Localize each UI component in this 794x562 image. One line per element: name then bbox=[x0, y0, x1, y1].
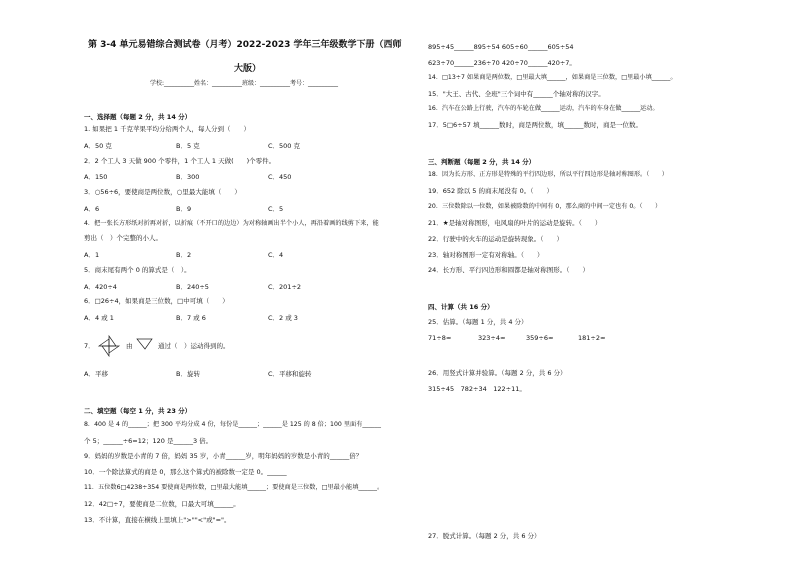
question-6: 6．□26÷4，如果商是三位数，□中可填（ ） bbox=[84, 297, 229, 305]
triangle-figure bbox=[136, 337, 154, 351]
q1-option-a: A．50 克 bbox=[84, 142, 112, 150]
q4-option-a: A．1 bbox=[84, 251, 100, 259]
question-7-text: 通过（ ）运动得到的。 bbox=[158, 342, 230, 350]
estimate-item: 181÷2≈ bbox=[578, 334, 606, 342]
q7-option-b: B．旋转 bbox=[176, 370, 200, 378]
question-18: 18．因为长方形、正方形是特殊的平行四边形，所以平行四边形是轴对称图形。（ ） bbox=[428, 171, 668, 178]
question-21: 21．★是轴对称图形，电风扇的叶片的运动是旋转。（ ） bbox=[428, 219, 602, 227]
question-25: 25．估算。（每题 1 分，共 4 分） bbox=[428, 318, 528, 326]
q7-option-c: C．平移和旋转 bbox=[268, 370, 312, 378]
q4-option-c: C．4 bbox=[268, 251, 284, 259]
question-24: 24．长方形、平行四边形和圆都是轴对称图形。（ ） bbox=[428, 266, 590, 274]
question-26: 26．用竖式计算并验算。（每题 2 分，共 6 分） bbox=[428, 369, 567, 377]
question-11: 11．五位数6□4238÷354 要使商是两位数，□里最大能填______；要使商是三位数，□里最小能填______。 bbox=[84, 484, 384, 491]
question-10: 10．一个除法算式的商是 0，那么这个算式的被除数一定是 0。______ bbox=[84, 468, 287, 476]
question-2: 2．2 个工人 3 天做 900 个零件，1 个工人 1 天做( )个零件。 bbox=[84, 157, 276, 165]
section-calc-heading: 四、计算（共 16 分） bbox=[428, 303, 494, 311]
question-14: 14．□13÷7 如果商是两位数，□里最大填______，如果商是三位数，□里最小填______。 bbox=[428, 74, 677, 81]
question-9: 9．妈妈的岁数是小青的 7 倍，妈妈 35 岁，小青______岁，明年妈妈的岁数是小青的______倍？ bbox=[84, 452, 363, 460]
exam-title-line2: 大版） bbox=[234, 64, 262, 74]
compare-row-2: 623÷70______236÷70 420÷70______420÷7。 bbox=[428, 59, 576, 67]
estimate-item: 359÷6≈ bbox=[526, 334, 554, 342]
question-22: 22．行驶中的火车的运动是旋转现象。（ ） bbox=[428, 235, 564, 243]
question-4-line2: 剪出（ ）个完整的小人。 bbox=[84, 234, 162, 242]
section-fill-heading: 二、填空题（每空 1 分，共 23 分） bbox=[84, 407, 192, 415]
q6-option-b: B．7 或 6 bbox=[176, 314, 206, 322]
question-23: 23．轴对称图形一定有对称轴。（ ） bbox=[428, 251, 544, 259]
question-1: 1. 如果把 1 千克苹果平均分给两个人，每人分到（ ） bbox=[84, 125, 251, 133]
q2-option-b: B．300 bbox=[176, 173, 200, 181]
question-27: 27．脱式计算。（每题 2 分，共 6 分） bbox=[428, 532, 541, 540]
question-20: 20．三位数除以一位数，如果被除数的中间有 0，那么商的中间一定也有 0。（ ） bbox=[428, 203, 662, 210]
compare-row-1: 895÷45______895÷54 605÷60______605÷54 bbox=[428, 43, 574, 51]
q5-option-c: C．201÷2 bbox=[268, 283, 302, 291]
section-judge-heading: 三、判断题（每题 2 分，共 14 分） bbox=[428, 158, 536, 166]
question-17: 17．5□6÷57 填______数时，商是两位数，填______数时，商是一位数。 bbox=[428, 121, 642, 129]
q2-option-a: A．150 bbox=[84, 173, 108, 181]
student-info-line: 学校:__________姓名：__________班级：__________考号：__________ bbox=[150, 80, 339, 87]
question-7-prefix: 7． bbox=[84, 342, 95, 350]
question-4-line1: 4．把一张长方形纸对折再对折，以折痕（不开口的边边）为对称轴画出半个小人，再沿着画的线剪下来，能 bbox=[84, 220, 379, 227]
question-5: 5．商末尾有两个 0 的算式是（ ）。 bbox=[84, 266, 191, 274]
section-choice-heading: 一、选择题（每题 2 分，共 14 分） bbox=[84, 113, 192, 121]
question-7-mid: 由 bbox=[126, 342, 133, 350]
q4-option-b: B．2 bbox=[176, 251, 192, 259]
q6-option-a: A．4 或 1 bbox=[84, 314, 114, 322]
pinwheel-figure bbox=[94, 334, 124, 358]
vertical-calc-items: 315÷45 782÷34 122÷11。 bbox=[428, 385, 526, 393]
q5-option-a: A．420÷4 bbox=[84, 283, 117, 291]
question-13: 13．不计算，直接在横线上里填上">""<"或"="。 bbox=[84, 516, 231, 524]
question-12: 12．42□÷7，要使商是二位数，口最大可填______。 bbox=[84, 500, 240, 508]
question-15: 15．"大王、古代、全班"三个词中有______个轴对称的汉字。 bbox=[428, 90, 605, 98]
question-16: 16．汽车在公路上行驶，汽车的车轮在做______运动，汽车的车身在做______运动。 bbox=[428, 105, 659, 112]
q5-option-b: B．240÷5 bbox=[176, 283, 209, 291]
exam-title-line1: 第 3-4 单元易错综合测试卷（月考）2022-2023 学年三年级数学下册（西师 bbox=[88, 40, 402, 50]
estimate-item: 71÷8≈ bbox=[428, 334, 452, 342]
q1-option-b: B．5 克 bbox=[176, 142, 200, 150]
q7-option-a: A．平移 bbox=[84, 370, 108, 378]
q6-option-c: C．2 或 3 bbox=[268, 314, 298, 322]
question-8-line1: 8．400 是 4 的______；把 300 平均分成 4 份，每份是______；______是 125 的 8 倍；100 里面有______ bbox=[84, 421, 381, 428]
q3-option-c: C．5 bbox=[268, 205, 284, 213]
q1-option-c: C．500 克 bbox=[268, 142, 301, 150]
question-3: 3．○56÷6，要使商是两位数，○里最大能填（ ） bbox=[84, 188, 241, 196]
estimate-item: 323÷4≈ bbox=[478, 334, 506, 342]
question-19: 19．652 除以 5 的商末尾没有 0。（ ） bbox=[428, 187, 553, 195]
q2-option-c: C．450 bbox=[268, 173, 292, 181]
question-8-line2: 个 5；______÷6=12；120 是______3 倍。 bbox=[84, 437, 213, 445]
q3-option-b: B．9 bbox=[176, 205, 192, 213]
q3-option-a: A．6 bbox=[84, 205, 100, 213]
